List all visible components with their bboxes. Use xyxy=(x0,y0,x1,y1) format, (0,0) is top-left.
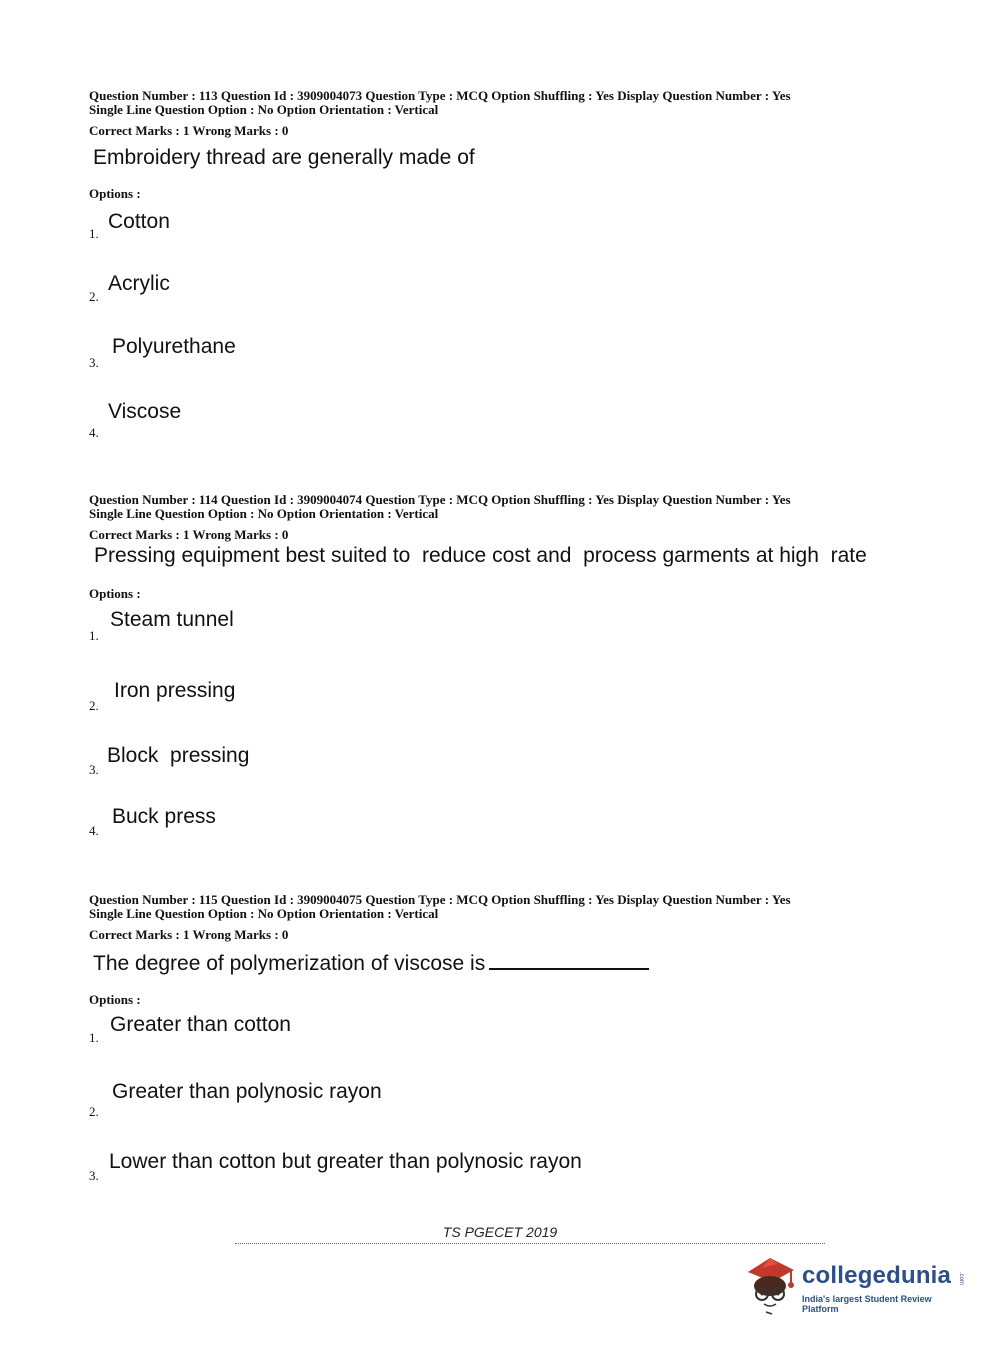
question-meta-line2: Single Line Question Option : No Option Orientation : Vertical xyxy=(89,506,439,521)
option-text: Lower than cotton but greater than polynosic rayon xyxy=(109,1150,582,1173)
option-number: 4. xyxy=(89,425,99,440)
logo-suffix: .com xyxy=(958,1272,964,1286)
question-text: Pressing equipment best suited to reduce cost and process garments at high rate xyxy=(94,544,867,567)
option-number: 3. xyxy=(89,355,99,370)
option-number: 2. xyxy=(89,1104,99,1119)
options-label: Options : xyxy=(89,186,141,201)
question-meta-line2: Single Line Question Option : No Option Orientation : Vertical xyxy=(89,102,439,117)
option-text: Greater than cotton xyxy=(110,1013,291,1036)
logo-tagline: India's largest Student Review Platform xyxy=(802,1294,932,1314)
question-meta-line2: Single Line Question Option : No Option Orientation : Vertical xyxy=(89,906,439,921)
mascot-icon xyxy=(740,1248,800,1318)
option-text: Iron pressing xyxy=(114,679,236,702)
option-text: Buck press xyxy=(112,805,216,828)
options-label: Options : xyxy=(89,992,141,1007)
logo-name: collegedunia xyxy=(802,1262,952,1289)
question-text-content: The degree of polymerization of viscose is xyxy=(93,952,486,975)
answer-blank-line xyxy=(489,950,649,970)
question-meta-line1: Question Number : 114 Question Id : 3909004074 Question Type : MCQ Option Shuffling : Yes Display Question Number : Yes xyxy=(89,492,791,507)
question-marks: Correct Marks : 1 Wrong Marks : 0 xyxy=(89,123,289,138)
option-number: 1. xyxy=(89,628,99,643)
question-text xyxy=(93,950,649,976)
question-marks: Correct Marks : 1 Wrong Marks : 0 xyxy=(89,927,289,942)
option-number: 2. xyxy=(89,289,99,304)
option-number: 3. xyxy=(89,1168,99,1183)
option-text: Polyurethane xyxy=(112,335,236,358)
option-text: Acrylic xyxy=(108,272,170,295)
footer-exam-name: TS PGECET 2019 xyxy=(442,1224,558,1240)
option-number: 1. xyxy=(89,1030,99,1045)
option-number: 1. xyxy=(89,226,99,241)
option-number: 3. xyxy=(89,762,99,777)
option-number: 4. xyxy=(89,823,99,838)
options-label: Options : xyxy=(89,586,141,601)
option-text: Viscose xyxy=(108,400,182,423)
question-marks: Correct Marks : 1 Wrong Marks : 0 xyxy=(89,527,289,542)
question-meta-line1: Question Number : 115 Question Id : 3909004075 Question Type : MCQ Option Shuffling : Yes Display Question Number : Yes xyxy=(89,892,791,907)
option-text: Block pressing xyxy=(107,744,250,767)
collegedunia-logo xyxy=(740,1248,970,1318)
option-text: Steam tunnel xyxy=(110,608,234,631)
footer-dotted-divider xyxy=(235,1243,825,1244)
option-number: 2. xyxy=(89,698,99,713)
question-text: Embroidery thread are generally made of xyxy=(93,146,475,169)
question-meta-line1: Question Number : 113 Question Id : 3909004073 Question Type : MCQ Option Shuffling : Yes Display Question Number : Yes xyxy=(89,88,791,103)
option-text: Greater than polynosic rayon xyxy=(112,1080,382,1103)
option-text: Cotton xyxy=(108,210,170,233)
